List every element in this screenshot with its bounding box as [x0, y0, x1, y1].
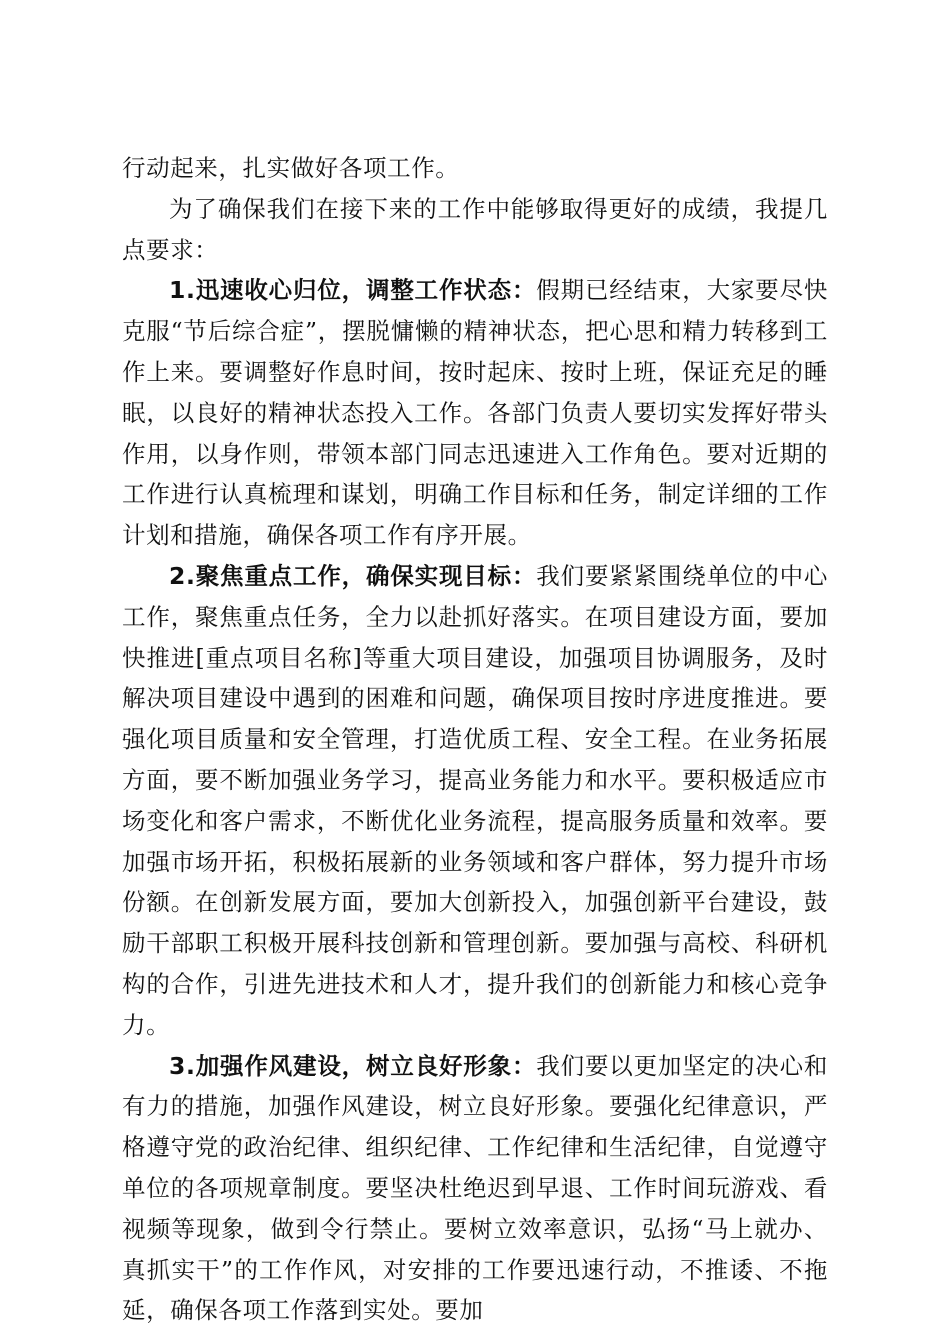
- requirement-3-text: 我们要以更加坚定的决心和有力的措施，加强作风建设，树立良好形象。要强化纪律意识，严格遵守党的政治纪律、组织纪律、工作纪律和生活纪律，自觉遵守单位的各项规章制度。要坚决杜绝迟到早退、工作时间玩游戏、看视频等现象，做到令行禁止。要树立效率意识，弘扬“马上就办、真抓实干”的工作作风，对安排的工作要迅速行动，不推诿、不拖延，确保各项工作落到实处。要加: [122, 1051, 828, 1325]
- paragraph-1: [122, 148, 828, 189]
- paragraph-2-text: 为了确保我们在接下来的工作中能够取得更好的成绩，我提几点要求：: [122, 194, 828, 264]
- requirement-1-text: 假期已经结束，大家要尽快克服“节后综合症”，摆脱慵懒的精神状态，把心思和精力转移到工作上来。要调整好作息时间，按时起床、按时上班，保证充足的睡眠，以良好的精神状态投入工作。各部门负责人要切实发挥好带头作用，以身作则，带领本部门同志迅速进入工作角色。要对近期的工作进行认真梳理和谋划，明确工作目标和任务，制定详细的工作计划和措施，确保各项工作有序开展。: [122, 276, 828, 550]
- paragraph-2: [122, 189, 828, 271]
- requirement-2: [122, 556, 828, 1046]
- paragraph-1-text: 行动起来，扎实做好各项工作。: [122, 154, 460, 182]
- requirement-2-text: 我们要紧紧围绕单位的中心工作，聚焦重点任务，全力以赴抓好落实。在项目建设方面，要加快推进[重点项目名称]等重大项目建设，加强项目协调服务，及时解决项目建设中遇到的困难和问题，确保项目按时序进度推进。要强化项目质量和安全管理，打造优质工程、安全工程。在业务拓展方面，要不断加强业务学习，提高业务能力和水平。要积极适应市场变化和客户需求，不断优化业务流程，提高服务质量和效率。要加强市场开拓，积极拓展新的业务领域和客户群体，努力提升市场份额。在创新发展方面，要加大创新投入，加强创新平台建设，鼓励干部职工积极开展科技创新和管理创新。要加强与高校、科研机构的合作，引进先进技术和人才，提升我们的创新能力和核心竞争力。: [122, 561, 828, 1039]
- requirement-2-heading: 2.聚焦重点工作，确保实现目标：: [169, 561, 537, 590]
- document-body: [122, 148, 828, 1331]
- requirement-3-heading: 3.加强作风建设，树立良好形象：: [169, 1051, 537, 1080]
- requirement-1-heading: 1.迅速收心归位，调整工作状态：: [169, 276, 537, 305]
- requirement-3: [122, 1046, 828, 1332]
- requirement-1: [122, 270, 828, 556]
